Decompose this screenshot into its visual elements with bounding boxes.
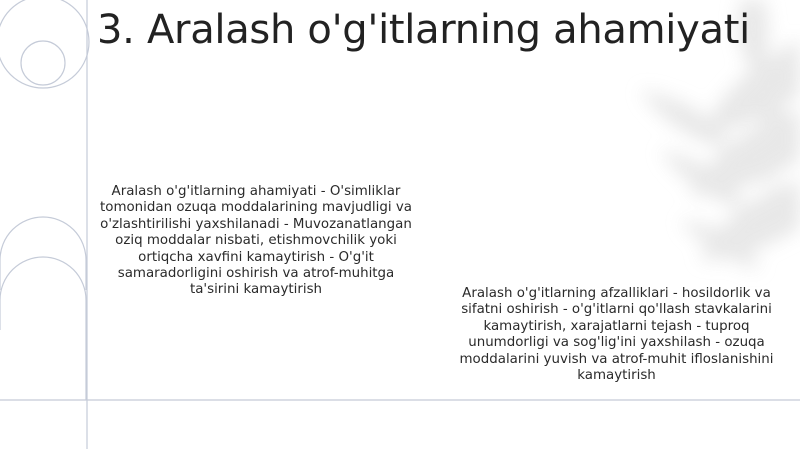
slide-title: 3. Aralash o'g'itlarning ahamiyati — [97, 7, 750, 53]
right-paragraph: Aralash o'g'itlarning afzalliklari - hosildorlik va sifatni oshirish - o'g'itlarni qo'llash stavkalarini kamaytirish, xarajatlarni tejash - tuproq unumdorligi va sog'lig'ini yaxshilash - ozuqa moddalarini yuvish va atrof-muhit ifloslanishini kamaytirish — [459, 286, 774, 384]
left-paragraph: Aralash o'g'itlarning ahamiyati - O'simliklar tomonidan ozuqa moddalarining mavjudligi va o'zlashtirilishi yaxshilanadi - Muvozanatlangan oziq moddalar nisbati, etishmovchilik yoki ortiqcha xavfini kamaytirish - O'g'it samaradorligini oshirish va atrof-muhitga ta'sirini kamaytirish — [100, 184, 412, 298]
